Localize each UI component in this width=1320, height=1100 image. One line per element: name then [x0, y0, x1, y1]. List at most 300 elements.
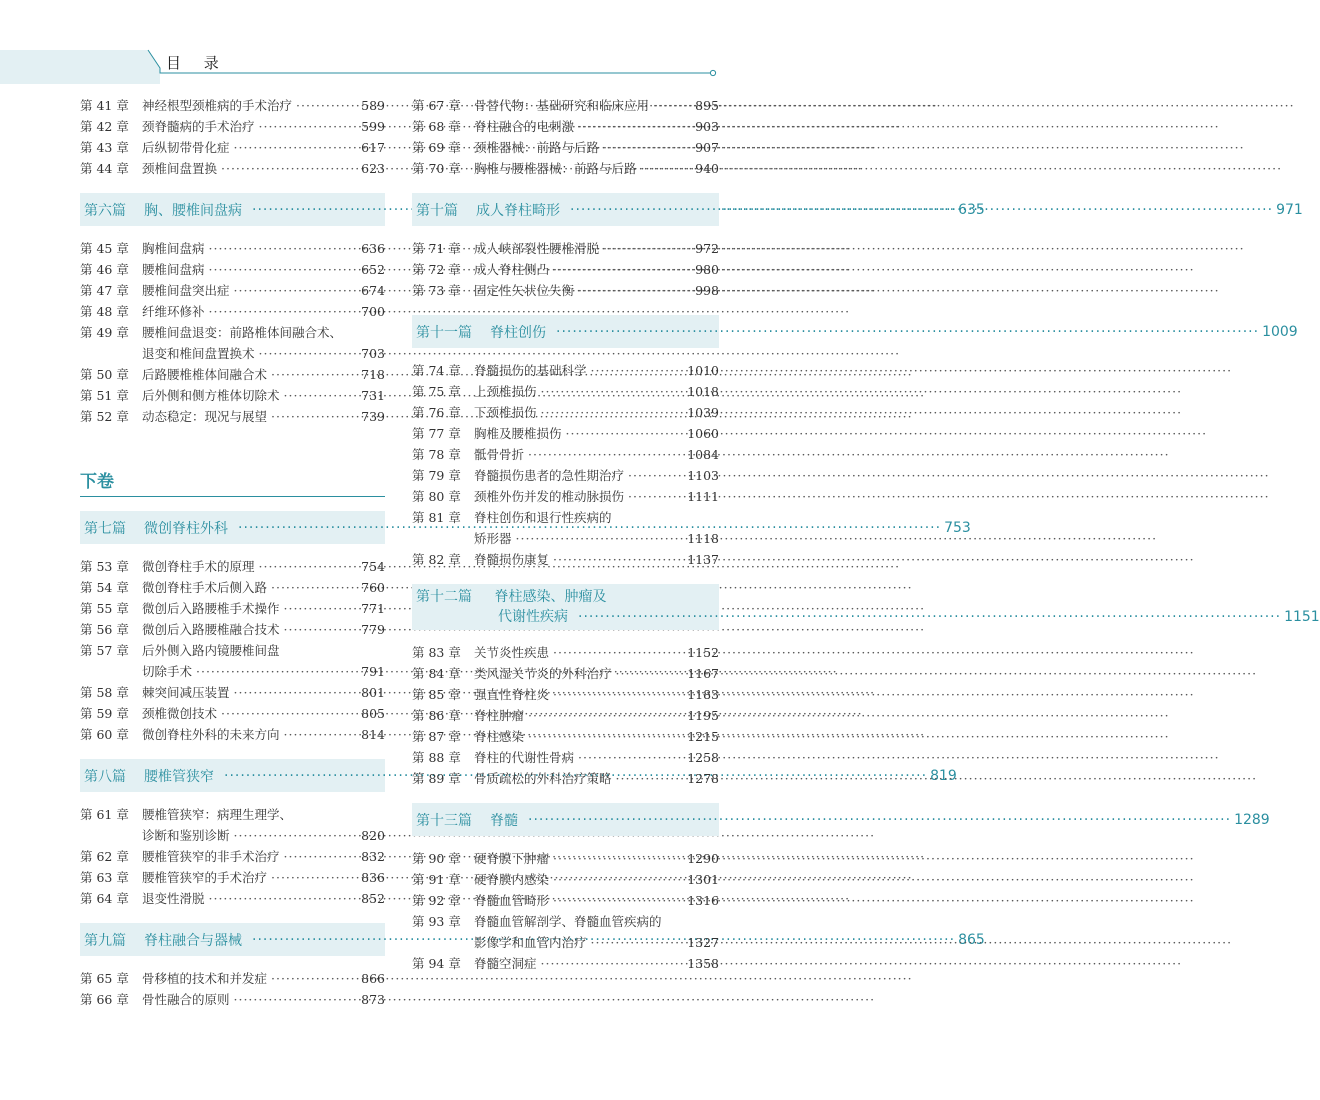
chapter-title: 神经根型颈椎病的手术治疗	[142, 98, 293, 113]
chapter-page: 754	[361, 559, 385, 574]
entry-body	[474, 528, 719, 549]
entry-body	[474, 507, 719, 528]
entry-body	[474, 932, 719, 953]
chapter-page: 1103	[687, 468, 719, 483]
toc-entry[interactable]	[412, 726, 719, 747]
chapter-title: 脊柱融合的电刺激	[474, 119, 575, 134]
toc-entry[interactable]	[80, 804, 385, 825]
chapter-page: 1118	[687, 531, 719, 546]
indent-spacer	[412, 932, 474, 953]
toc-entry[interactable]	[412, 95, 719, 116]
chapter-page: 801	[361, 685, 385, 700]
chapter-number: 第 57 章	[80, 643, 129, 658]
leader-dots	[259, 556, 358, 577]
chapter-page: 1290	[687, 851, 719, 866]
chapter-group	[412, 95, 719, 179]
entry-body	[142, 825, 385, 846]
toc-entry[interactable]	[80, 577, 385, 598]
chapter-number: 第 83 章	[412, 645, 461, 660]
leader-dots	[284, 724, 358, 745]
leader-dots	[259, 343, 358, 364]
chapter-group	[80, 95, 385, 179]
part-title: 脊柱创伤	[490, 324, 546, 341]
chapter-title-continued: 影像学和血管内治疗	[474, 935, 587, 950]
chapter-title: 后纵韧带骨化症	[142, 140, 230, 155]
entry-body	[474, 890, 719, 911]
toc-entry[interactable]	[412, 381, 719, 402]
chapter-title-continued: 矫形器	[474, 531, 512, 546]
entry-body	[142, 238, 385, 259]
entry-body	[474, 381, 719, 402]
toc-entry[interactable]	[80, 385, 385, 406]
chapter-title: 腰椎管狭窄的非手术治疗	[142, 849, 280, 864]
leader-dots	[553, 259, 691, 280]
chapter-number: 第 63 章	[80, 870, 129, 885]
leader-dots	[271, 968, 357, 989]
leader-dots	[271, 364, 357, 385]
leader-dots	[234, 280, 358, 301]
entry-body	[474, 280, 719, 301]
entry-body	[142, 95, 385, 116]
toc-entry[interactable]	[412, 768, 719, 789]
toc-entry[interactable]	[412, 642, 719, 663]
chapter-number: 第 48 章	[80, 304, 129, 319]
toc-entry[interactable]	[80, 301, 385, 322]
toc-entry[interactable]	[80, 95, 385, 116]
toc-entry[interactable]	[80, 724, 385, 745]
leader-dots	[221, 158, 357, 179]
chapter-title: 颈椎间盘置换	[142, 161, 218, 176]
entry-body	[142, 661, 385, 682]
chapter-title-continued: 切除手术	[142, 664, 193, 679]
chapter-number: 第 68 章	[412, 119, 461, 134]
chapter-title: 后外侧和侧方椎体切除术	[142, 388, 280, 403]
leader-dots	[603, 137, 691, 158]
chapter-number: 第 76 章	[412, 405, 461, 420]
entry-body	[142, 724, 385, 745]
chapter-number: 第 58 章	[80, 685, 129, 700]
chapter-number: 第 72 章	[412, 262, 461, 277]
chapter-page: 1327	[687, 935, 719, 950]
entry-body	[474, 705, 719, 726]
entry-body	[142, 682, 385, 703]
toc-entry-continued[interactable]	[412, 528, 719, 549]
toc-entry[interactable]	[412, 465, 719, 486]
entry-body	[142, 343, 385, 364]
leader-dots	[628, 486, 683, 507]
entry-body	[474, 402, 719, 423]
leader-dots	[553, 642, 683, 663]
leader-dots	[234, 137, 358, 158]
chapter-number: 第 46 章	[80, 262, 129, 277]
chapter-title: 骨性融合的原则	[142, 992, 230, 1007]
chapter-number: 第 84 章	[412, 666, 461, 681]
chapter-page: 760	[361, 580, 385, 595]
chapter-number: 第 49 章	[80, 325, 129, 340]
entry-body	[142, 116, 385, 137]
leader-dots	[196, 661, 357, 682]
chapter-title: 微创脊柱手术后侧入路	[142, 580, 268, 595]
entry-body	[474, 726, 719, 747]
chapter-number: 第 42 章	[80, 119, 129, 134]
entry-body	[142, 158, 385, 179]
toc-entry[interactable]	[412, 116, 719, 137]
chapter-page: 1301	[687, 872, 719, 887]
leader-dots	[284, 619, 358, 640]
leader-dots	[528, 726, 683, 747]
chapter-title: 硬脊膜内感染	[474, 872, 550, 887]
chapter-number: 第 79 章	[412, 468, 461, 483]
chapter-number: 第 44 章	[80, 161, 129, 176]
chapter-page: 1215	[687, 729, 719, 744]
leader-dots	[553, 684, 683, 705]
entry-body	[474, 549, 719, 570]
toc-entry[interactable]	[412, 137, 719, 158]
part-title: 胸、腰椎间盘病	[144, 202, 242, 219]
chapter-number: 第 90 章	[412, 851, 461, 866]
chapter-page: 1358	[687, 956, 719, 971]
entry-body	[142, 989, 385, 1010]
chapter-title: 微创脊柱外科的未来方向	[142, 727, 280, 742]
toc-entry[interactable]	[80, 598, 385, 619]
leader-dots	[296, 95, 357, 116]
toc-entry[interactable]	[412, 423, 719, 444]
chapter-page: 1039	[687, 405, 719, 420]
chapter-number: 第 80 章	[412, 489, 461, 504]
chapter-number: 第 92 章	[412, 893, 461, 908]
toc-entry-continued[interactable]	[412, 932, 719, 953]
part-heading[interactable]	[412, 584, 1320, 630]
entry-body	[474, 238, 719, 259]
part-label: 第十一篇	[416, 324, 472, 341]
chapter-title: 类风湿关节炎的外科治疗	[474, 666, 612, 681]
chapter-number: 第 43 章	[80, 140, 129, 155]
chapter-title: 后路腰椎椎体间融合术	[142, 367, 268, 382]
entry-body	[142, 406, 385, 427]
part-title-continued: 代谢性疾病	[498, 609, 568, 625]
chapter-title: 上颈椎损伤	[474, 384, 537, 399]
leader-dots	[541, 953, 684, 974]
toc-entry[interactable]	[80, 364, 385, 385]
toc-entry[interactable]	[80, 867, 385, 888]
chapter-title: 退变性滑脱	[142, 891, 205, 906]
part-page: 865	[958, 931, 985, 948]
toc-entry[interactable]	[80, 259, 385, 280]
toc-entry[interactable]	[80, 322, 385, 343]
chapter-number: 第 53 章	[80, 559, 129, 574]
chapter-group	[412, 360, 719, 570]
leader-dots	[259, 116, 358, 137]
part-title: 微创脊柱外科	[144, 520, 228, 537]
chapter-title: 骨质疏松的外科治疗策略	[474, 771, 612, 786]
chapter-title: 脊髓损伤康复	[474, 552, 550, 567]
part-title: 脊髓	[490, 812, 518, 829]
entry-body	[142, 364, 385, 385]
entry-body	[142, 640, 385, 661]
toc-entry[interactable]	[412, 890, 719, 911]
chapter-number: 第 52 章	[80, 409, 129, 424]
chapter-group	[80, 238, 385, 427]
toc-entry[interactable]	[80, 238, 385, 259]
toc-entry[interactable]	[412, 869, 719, 890]
chapter-title: 颈椎微创技术	[142, 706, 218, 721]
chapter-number: 第 51 章	[80, 388, 129, 403]
toc-entry[interactable]	[412, 684, 719, 705]
chapter-title: 纤维环修补	[142, 304, 205, 319]
chapter-page: 1084	[687, 447, 719, 462]
entry-body	[474, 953, 719, 974]
leader-dots	[234, 825, 358, 846]
entry-body	[142, 577, 385, 598]
toc-entry[interactable]	[80, 640, 385, 661]
chapter-page: 852	[361, 891, 385, 906]
part-heading[interactable]	[412, 315, 1298, 348]
chapter-title: 脊柱的代谢性骨病	[474, 750, 575, 765]
leader-dots	[284, 598, 358, 619]
toc-entry-continued[interactable]	[80, 825, 385, 846]
entry-body	[142, 556, 385, 577]
entry-body	[474, 642, 719, 663]
leader-dots	[578, 747, 683, 768]
chapter-number: 第 45 章	[80, 241, 129, 256]
chapter-title: 脊髓损伤的基础科学	[474, 363, 587, 378]
chapter-title: 脊柱肿瘤	[474, 708, 525, 723]
chapter-title: 腰椎间盘突出症	[142, 283, 230, 298]
chapter-number: 第 47 章	[80, 283, 129, 298]
chapter-number: 第 89 章	[412, 771, 461, 786]
toc-entry[interactable]	[80, 556, 385, 577]
leader-dots	[616, 768, 684, 789]
chapter-title: 强直性脊柱炎	[474, 687, 550, 702]
leader-dots	[209, 238, 358, 259]
chapter-number: 第 56 章	[80, 622, 129, 637]
toc-entry[interactable]	[412, 259, 719, 280]
toc-entry[interactable]	[80, 619, 385, 640]
chapter-title: 脊柱感染	[474, 729, 525, 744]
toc-entry-continued[interactable]	[80, 343, 385, 364]
part-page: 753	[944, 519, 971, 536]
leader-dots	[528, 444, 683, 465]
chapter-page: 1278	[687, 771, 719, 786]
toc-entry[interactable]	[412, 507, 719, 528]
chapter-group	[80, 804, 385, 909]
leader-dots	[271, 406, 357, 427]
chapter-number: 第 50 章	[80, 367, 129, 382]
chapter-number: 第 73 章	[412, 283, 461, 298]
entry-body	[474, 684, 719, 705]
leader-dots	[284, 385, 358, 406]
chapter-title: 后外侧入路内镜腰椎间盘	[142, 643, 280, 658]
volume-heading: 下卷	[80, 467, 385, 497]
chapter-number: 第 41 章	[80, 98, 129, 113]
chapter-title: 骨移植的技术和并发症	[142, 971, 268, 986]
chapter-number: 第 78 章	[412, 447, 461, 462]
part-title: 腰椎管狭窄	[144, 768, 214, 785]
chapter-number: 第 91 章	[412, 872, 461, 887]
toc-entry[interactable]	[412, 360, 719, 381]
chapter-title: 棘突间减压装置	[142, 685, 230, 700]
part-page: 635	[958, 201, 985, 218]
leader-dots	[653, 95, 691, 116]
toc-entry[interactable]	[80, 116, 385, 137]
entry-body	[142, 280, 385, 301]
chapter-page: 674	[361, 283, 385, 298]
chapter-page: 779	[361, 622, 385, 637]
part-label: 第十篇	[416, 202, 458, 219]
toc-entry[interactable]	[412, 747, 719, 768]
chapter-title: 胸椎与腰椎器械：前路与后路	[474, 161, 637, 176]
toc-entry[interactable]	[412, 953, 719, 974]
entry-body	[474, 137, 719, 158]
toc-entry[interactable]	[80, 137, 385, 158]
entry-body	[474, 116, 719, 137]
chapter-page: 820	[361, 828, 385, 843]
chapter-page: 1018	[687, 384, 719, 399]
chapter-page: 980	[695, 262, 719, 277]
header-decoration	[0, 0, 800, 95]
indent-spacer	[412, 528, 474, 549]
chapter-title: 腰椎管狭窄：病理生理学、	[142, 807, 293, 822]
leader-dots	[528, 705, 683, 726]
chapter-title: 骶骨骨折	[474, 447, 525, 462]
entry-body	[474, 95, 719, 116]
toc-entry[interactable]	[412, 911, 719, 932]
toc-entry[interactable]	[80, 280, 385, 301]
chapter-title-continued: 退变和椎间盘置换术	[142, 346, 255, 361]
toc-entry[interactable]	[412, 848, 719, 869]
leader-dots	[234, 682, 358, 703]
chapter-number: 第 65 章	[80, 971, 129, 986]
leader-dots	[628, 465, 683, 486]
entry-body	[142, 867, 385, 888]
toc-entry[interactable]	[412, 486, 719, 507]
chapter-page: 907	[695, 140, 719, 155]
leader-dots	[556, 324, 1259, 340]
chapter-page: 771	[361, 601, 385, 616]
chapter-number: 第 55 章	[80, 601, 129, 616]
chapter-page: 731	[361, 388, 385, 403]
entry-body	[142, 322, 385, 343]
chapter-number: 第 87 章	[412, 729, 461, 744]
chapter-title: 颈椎器械：前路与后路	[474, 140, 600, 155]
toc-entry[interactable]	[80, 846, 385, 867]
toc-entry[interactable]	[412, 444, 719, 465]
entry-body	[142, 968, 385, 989]
chapter-title: 腰椎间盘病	[142, 262, 205, 277]
chapter-group	[412, 238, 719, 301]
leader-dots	[641, 158, 692, 179]
toc-entry[interactable]	[412, 663, 719, 684]
toc-entry[interactable]	[412, 158, 719, 179]
chapter-number: 第 61 章	[80, 807, 129, 822]
chapter-page: 1060	[687, 426, 719, 441]
leader-dots	[616, 663, 684, 684]
chapter-title: 微创后入路腰椎融合技术	[142, 622, 280, 637]
leader-dots	[553, 890, 683, 911]
toc-entry[interactable]	[80, 158, 385, 179]
chapter-number: 第 75 章	[412, 384, 461, 399]
toc-entry-continued[interactable]	[80, 661, 385, 682]
part-heading[interactable]	[412, 803, 1270, 836]
entry-body	[142, 301, 385, 322]
chapter-title: 微创脊柱手术的原理	[142, 559, 255, 574]
chapter-number: 第 67 章	[412, 98, 461, 113]
chapter-number: 第 70 章	[412, 161, 461, 176]
leader-dots	[591, 360, 684, 381]
leader-dots	[553, 549, 683, 570]
toc-entry[interactable]	[80, 703, 385, 724]
leader-dots	[566, 423, 684, 444]
toc-entry[interactable]	[80, 989, 385, 1010]
chapter-page: 805	[361, 706, 385, 721]
chapter-page: 1152	[687, 645, 719, 660]
part-label: 第九篇	[84, 932, 126, 949]
entry-body	[474, 158, 719, 179]
chapter-title: 固定性矢状位失衡	[474, 283, 575, 298]
part-page: 971	[1276, 201, 1303, 218]
chapter-title: 腰椎间盘退变：前路椎体间融合术、	[142, 325, 343, 340]
leader-dots	[284, 846, 358, 867]
chapter-page: 703	[361, 346, 385, 361]
toc-entry[interactable]	[412, 402, 719, 423]
chapter-group	[80, 968, 385, 1010]
entry-body	[474, 747, 719, 768]
toc-entry[interactable]	[412, 705, 719, 726]
chapter-page: 814	[361, 727, 385, 742]
chapter-page: 1137	[687, 552, 719, 567]
indent-spacer	[80, 343, 142, 364]
toc-entry[interactable]	[80, 406, 385, 427]
toc-entry[interactable]	[80, 682, 385, 703]
entry-body	[474, 869, 719, 890]
chapter-page: 895	[695, 98, 719, 113]
leader-dots	[221, 703, 357, 724]
toc-entry[interactable]	[80, 888, 385, 909]
leader-dots	[553, 848, 683, 869]
toc-entry[interactable]	[412, 549, 719, 570]
chapter-title: 腰椎管狭窄的手术治疗	[142, 870, 268, 885]
part-label: 第六篇	[84, 202, 126, 219]
chapter-number: 第 54 章	[80, 580, 129, 595]
toc-entry[interactable]	[80, 968, 385, 989]
entry-body	[474, 465, 719, 486]
chapter-number: 第 74 章	[412, 363, 461, 378]
chapter-page: 623	[361, 161, 385, 176]
chapter-page: 1111	[687, 489, 719, 504]
part-page: 1009	[1262, 323, 1298, 340]
chapter-page: 791	[361, 664, 385, 679]
chapter-title: 动态稳定：现况与展望	[142, 409, 268, 424]
chapter-page: 599	[361, 119, 385, 134]
entry-body	[142, 888, 385, 909]
chapter-page: 836	[361, 870, 385, 885]
chapter-title: 硬脊膜下肿瘤	[474, 851, 550, 866]
chapter-page: 636	[361, 241, 385, 256]
leader-dots	[570, 202, 1273, 218]
leader-dots	[578, 116, 691, 137]
chapter-page: 998	[695, 283, 719, 298]
toc-entry[interactable]	[412, 280, 719, 301]
chapter-page: 940	[695, 161, 719, 176]
part-page: 819	[930, 767, 957, 784]
chapter-title: 脊髓空洞症	[474, 956, 537, 971]
toc-entry[interactable]	[412, 238, 719, 259]
chapter-title: 骨替代物：基础研究和临床应用	[474, 98, 650, 113]
entry-body	[142, 137, 385, 158]
part-title: 脊柱感染、肿瘤及	[494, 589, 607, 605]
part-label: 第十三篇	[416, 812, 472, 829]
chapter-page: 1167	[687, 666, 719, 681]
